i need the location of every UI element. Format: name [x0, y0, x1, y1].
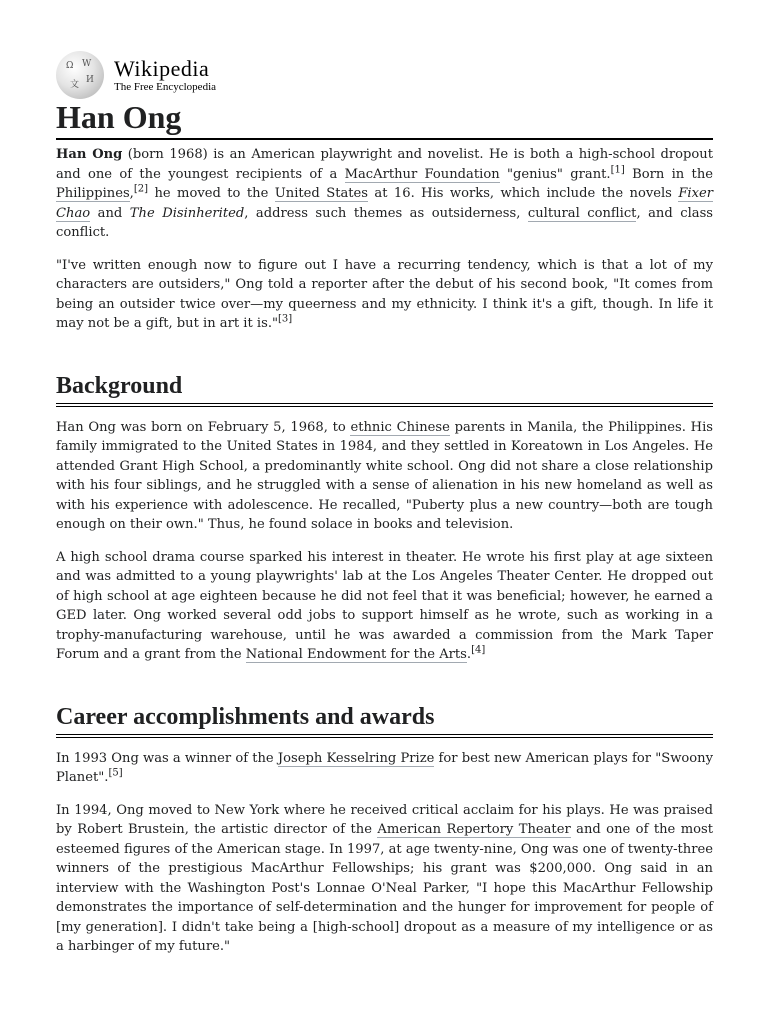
link-fixer-chao[interactable]: Fixer Chao: [56, 186, 713, 221]
lead-paragraph-1: [56, 145, 713, 243]
page-title: Han Ong: [56, 98, 713, 140]
link-cultural-conflict[interactable]: cultural conflict: [527, 205, 637, 221]
text-span: , and class conflict.: [56, 205, 714, 240]
text-span: In 1993 Ong was a winner of the: [56, 750, 278, 766]
section-heading-background: Background: [56, 372, 713, 407]
article-page: [56, 52, 713, 957]
link-joseph-kesselring-prize[interactable]: Joseph Kesselring Prize: [277, 750, 435, 766]
text-span: A high school drama course sparked his interest in theater. He wrote his first play at age sixteen and was admitted to a young playwrights' lab at the Los Angeles Theater Center. He dropped out of high school at age eighteen because he did not feel that it was beneficial; however, he earned a GED later. Ong worked several odd jobs to support himself as he wrote, such as working in a trophy-manufacturing warehouse, until he was awarded a commission from the Mark Taper Forum and a grant from the: [56, 549, 713, 662]
text-span: for best new American plays for "Swoony Planet".: [56, 750, 713, 785]
career-paragraph-1: [56, 749, 713, 788]
subject-name: Han Ong: [56, 147, 123, 162]
wordmark: [114, 55, 217, 93]
link-american-repertory-theater[interactable]: American Repertory Theater: [377, 822, 571, 837]
text-span: Han Ong was born on February 5, 1968, to: [56, 419, 351, 435]
text-span: , address such themes as outsiderness,: [244, 205, 528, 221]
text-span: "genius" grant.: [499, 166, 611, 182]
wordmark-name: Wikipedia: [114, 55, 210, 81]
text-span: he moved to the: [148, 186, 275, 201]
text-span: ,: [129, 186, 134, 201]
lead-paragraph-2: [56, 256, 713, 334]
wordmark-tagline: The Free Encyclopedia: [114, 80, 217, 93]
title-the-disinherited: The Disinherited: [129, 205, 245, 221]
text-span: and one of the most esteemed figures of the American stage. In 1997, at age twenty-nine, Ong was one of twenty-three winners of the prestigious MacArthur Fellowships; his grant was $200,000. Ong said in an interview with the Washington Post's Lonnae O'Neal Parker, "I hope this MacArthur Fellowship demonstrates the importance of self-determination and the hunger for improvement for people of [my generation]. I didn't take being a [high-school] dropout as a measure of my intelligence or as a harbinger of my future.": [56, 822, 713, 954]
background-paragraph-2: [56, 548, 713, 665]
background-paragraph-1: [56, 418, 713, 535]
link-macarthur-foundation[interactable]: MacArthur Foundation: [344, 166, 500, 182]
text-span: (born 1968) is an American playwright and novelist. He is both a high-school dropout and one of the youngest recipients of a: [56, 147, 713, 182]
puzzle-globe-icon: Ω W И 文: [56, 51, 104, 99]
text-span: In 1994, Ong moved to New York where he received critical acclaim for his plays. He was praised by Robert Brustein, the artistic director of the: [56, 802, 713, 837]
link-philippines[interactable]: Philippines: [56, 186, 130, 201]
text-span: and: [90, 205, 130, 221]
text-span: .: [466, 647, 472, 662]
reference-5[interactable]: [5]: [108, 767, 123, 779]
quote-text: "I've written enough now to figure out I have a recurring tendency, which is that a lot of my characters are outsiders," Ong told a reporter after the debut of his second book, "It comes from being an outsider twice over—my queerness and my ethnicity. I think it's a gift, though. In life it may not be a gift, but in art it is.": [56, 257, 713, 331]
text-span: at 16. His works, which include the novels: [368, 186, 679, 201]
career-paragraph-2: [56, 801, 713, 957]
text-span: parents in Manila, the Philippines. His family immigrated to the United States in 1984, and they settled in Koreatown in Los Angeles. He attended Grant High School, a predominantly white school. Ong did not share a close relationship with his four siblings, and he struggled with a sense of alienation in his new homeland as well as with his experience with adolescence. He recalled, "Puberty plus a new country—both are tough enough on their own." Thus, he found solace in books and television.: [56, 419, 713, 532]
link-ethnic-chinese[interactable]: ethnic Chinese: [350, 419, 450, 435]
link-united-states[interactable]: United States: [274, 186, 368, 201]
section-heading-career: Career accomplishments and awards: [56, 703, 713, 738]
wikipedia-logo[interactable]: [56, 52, 713, 98]
reference-4[interactable]: [4]: [471, 644, 486, 656]
reference-2[interactable]: [2]: [133, 183, 149, 195]
reference-3[interactable]: [3]: [278, 313, 293, 325]
link-national-endowment-for-the-arts[interactable]: National Endowment for the Arts: [245, 647, 467, 662]
text-span: Born in the: [624, 166, 713, 182]
reference-1[interactable]: [1]: [610, 164, 625, 176]
